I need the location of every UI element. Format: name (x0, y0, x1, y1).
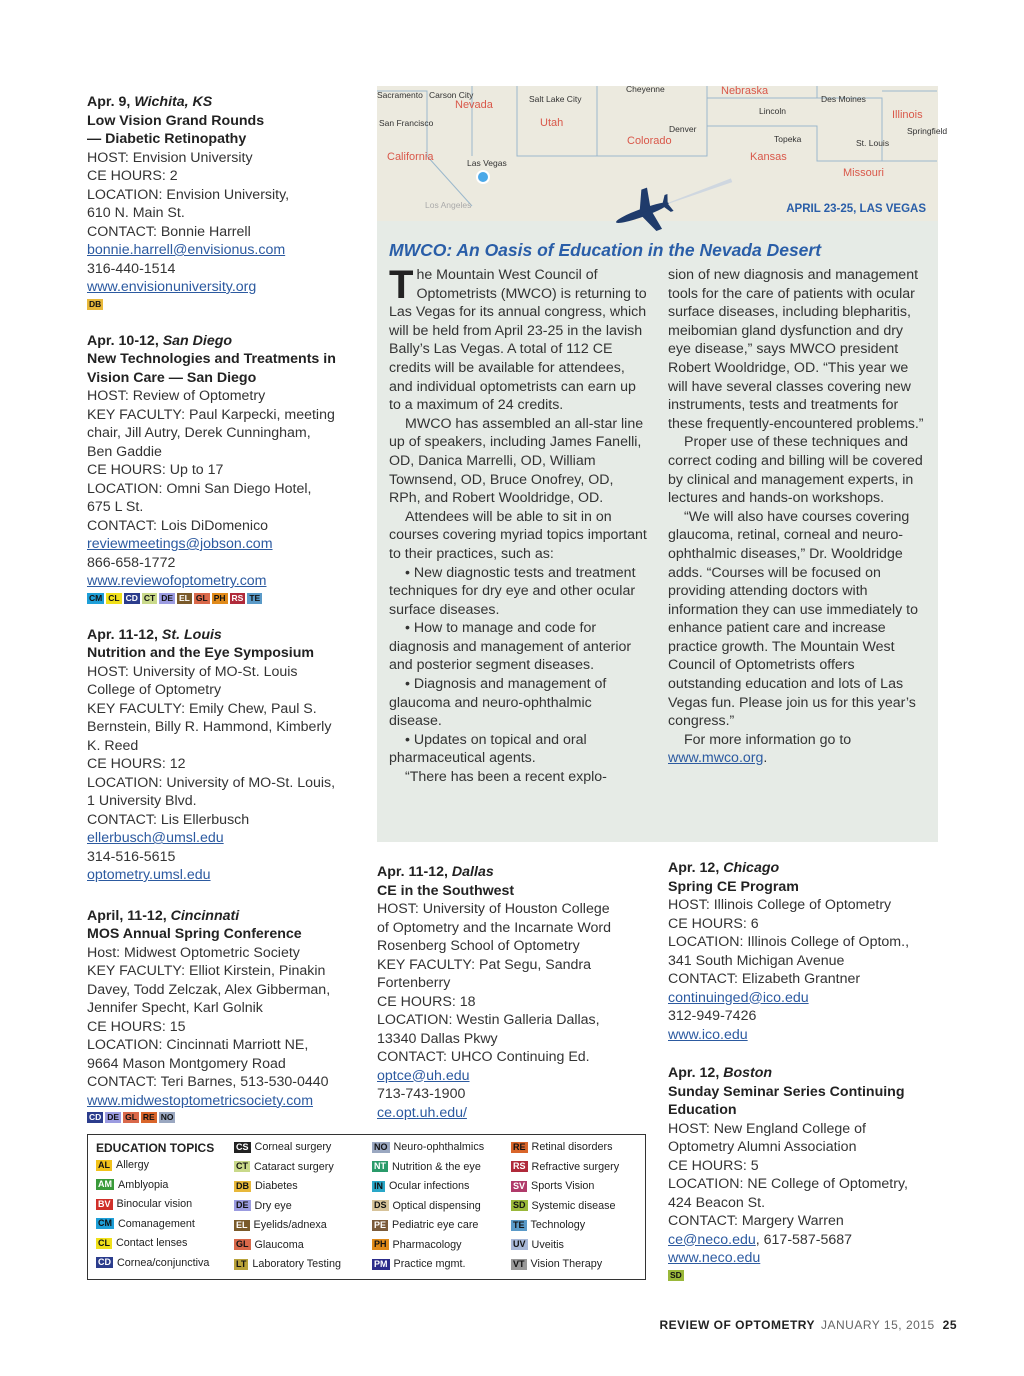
legend-label: Cornea/conjunctiva (117, 1256, 210, 1269)
event-city: San Diego (162, 332, 233, 349)
event-title: Education (668, 1102, 737, 1118)
legend-item (234, 1141, 331, 1153)
event-city: Wichita, KS (134, 94, 213, 110)
event-detail: 341 South Michigan Avenue (668, 952, 845, 969)
event-detail: CONTACT: Teri Barnes, 513-530-0440 (87, 1074, 329, 1090)
topic-code-badge: DB (89, 298, 102, 309)
event-title: — Diabetic Retinopathy (87, 131, 247, 147)
legend-item (372, 1239, 462, 1251)
website-link[interactable] (87, 278, 357, 297)
legend-item (511, 1161, 619, 1173)
event-listing (87, 93, 357, 310)
email-link[interactable] (668, 989, 943, 1008)
event-detail: KEY FACULTY: Pat Segu, Sandra (377, 956, 591, 973)
email-link[interactable] (87, 241, 357, 260)
legend-label: Dry eye (254, 1199, 292, 1212)
topic-code-badge: PH (213, 592, 226, 603)
legend-label: Laboratory Testing (252, 1258, 341, 1270)
drop-cap: T (389, 263, 414, 307)
legend-item (372, 1141, 484, 1153)
link-text[interactable]: bonnie.harrell@envisionus.com (87, 242, 286, 258)
right-lower-column (668, 859, 943, 1281)
event-date: Apr. 11-12, St. Louis (87, 626, 222, 643)
event-title: CE in the Southwest (377, 882, 515, 899)
phone-number: 312-949-7426 (668, 1008, 757, 1024)
event-detail: CE HOURS: 18 (377, 993, 476, 1010)
las-vegas-pin (477, 171, 489, 183)
event-date: Apr. 12, Boston (668, 1065, 773, 1081)
event-date: April, 11-12, Cincinnati (87, 907, 240, 924)
event-detail: CONTACT: Elizabeth Grantner (668, 971, 861, 987)
map-label: Colorado (627, 135, 672, 147)
event-listing (668, 1064, 943, 1281)
link-text[interactable]: www.ico.edu (668, 1026, 748, 1043)
map-svg (377, 84, 948, 221)
event-detail: LOCATION: Illinois College of Optom., (668, 934, 910, 950)
topic-code-badge: SD (670, 1269, 682, 1280)
event-detail: HOST: University of Houston College (377, 901, 610, 917)
event-detail: Optometry Alumni Association (668, 1139, 857, 1155)
event-city: Cincinnati (170, 907, 240, 924)
legend-label: Nutrition & the eye (392, 1160, 481, 1173)
legend-label: Pharmacology (392, 1238, 462, 1251)
map-label: St. Louis (856, 138, 890, 148)
event-date: Apr. 12, Chicago (668, 860, 780, 876)
legend-item (234, 1180, 298, 1192)
event-listing (87, 332, 357, 604)
topic-code-badge: RE (142, 1112, 155, 1122)
legend-label: Systemic disease (531, 1199, 616, 1212)
event-detail: K. Reed (87, 737, 139, 754)
topic-code-badge: DE (161, 592, 174, 603)
event-detail: CE HOURS: 12 (87, 756, 186, 772)
legend-label: Neuro-ophthalmics (393, 1141, 485, 1153)
event-detail: Fortenberry (377, 975, 451, 991)
topic-code-badge: CS (236, 1141, 249, 1152)
event-detail: CONTACT: Bonnie Harrell (87, 223, 251, 240)
topic-code-badge: PM (374, 1258, 388, 1269)
legend-item (372, 1219, 478, 1231)
article-paragraph: MWCO has assembled an all-star line up of speakers, including James Fanelli, OD, Danica Marrelli, OD, William Townsend, OD, Bruce Onofrey, OD, RPh, and Robert Wooldridge, OD. (389, 415, 644, 507)
event-detail: LOCATION: Westin Galleria Dallas, (377, 1012, 600, 1028)
legend-item (372, 1161, 481, 1173)
event-city: Boston (723, 1065, 773, 1081)
event-listing (87, 907, 357, 1124)
event-detail: 9664 Mason Montgomery Road (87, 1055, 286, 1072)
topic-code-badge: RE (513, 1141, 526, 1152)
event-contact: ce@neco.edu, 617-587-5687 (668, 1231, 853, 1248)
legend-item (234, 1161, 334, 1173)
event-detail: CONTACT: Lois DiDomenico (87, 517, 269, 534)
website-link[interactable] (87, 1092, 357, 1111)
event-detail: College of Optometry (87, 682, 222, 698)
topic-code-badge: NO (374, 1141, 388, 1152)
legend-item (372, 1180, 469, 1192)
legend-item (96, 1179, 168, 1191)
topic-codes (87, 1112, 357, 1123)
event-detail: LOCATION: Cincinnati Marriott NE, (87, 1037, 309, 1053)
map-label: Nevada (455, 99, 493, 111)
article-paragraph: sion of new diagnosis and management tools for the care of patients with ocular surface diseases, including blepharitis, meibomian gland dysfunction and dry eye disease,” says MWCO president Robert Wooldridge, OD. “This year we will have several classes covering new instruments, tests and treatments for these frequently-encountered problems.” (668, 267, 924, 432)
phone-number: 713-743-1900 (377, 1086, 466, 1102)
map-image (377, 84, 948, 221)
page-footer (660, 1318, 958, 1332)
topic-code-badge: BV (98, 1198, 111, 1209)
topic-code-badge: TE (513, 1219, 525, 1230)
topic-code-badge: CM (98, 1218, 112, 1228)
legend-label: Cataract surgery (254, 1160, 334, 1173)
article-paragraph: Proper use of these techniques and correct coding and billing will be covered by clinical and management experts, in lectures and hands-on workshops. (668, 434, 923, 507)
legend-item (511, 1219, 585, 1231)
event-listing (87, 626, 357, 885)
website-link[interactable] (377, 1104, 647, 1123)
event-detail: Bernstein, Billy R. Hammond, Kimberly (87, 719, 332, 735)
map-label: San Francisco (379, 118, 434, 128)
legend-label: Binocular vision (116, 1198, 193, 1210)
topic-codes (668, 1270, 943, 1281)
topic-code-badge: UV (513, 1239, 526, 1249)
topic-code-badge: CM (89, 592, 103, 603)
legend-label: Vision Therapy (530, 1258, 603, 1270)
event-detail: 675 L St. (87, 499, 144, 515)
map-label: Denver (669, 124, 697, 134)
event-detail: LOCATION: Envision University, (87, 186, 290, 203)
map-label: Cheyenne (626, 84, 665, 94)
topic-code-badge: GL (125, 1112, 137, 1122)
topic-code-badge: RS (231, 592, 244, 603)
topic-code-badge: LT (236, 1258, 247, 1269)
event-detail: HOST: New England College of (668, 1120, 866, 1137)
topic-code-badge: EL (179, 592, 190, 603)
more-info: For more information go to www.mwco.org. (668, 731, 852, 767)
event-detail: HOST: Illinois College of Optometry (668, 897, 892, 913)
article-paragraph: • Diagnosis and management of glaucoma and neuro-ophthalmic disease. (389, 676, 607, 730)
article-paragraph: Attendees will be able to sit in on courses covering myriad topics important to their practices, such as: (389, 508, 647, 562)
topic-code-badge: SV (513, 1180, 526, 1191)
legend-item (372, 1200, 481, 1212)
legend-label: Practice mgmt. (393, 1258, 466, 1270)
event-detail: 610 N. Main St. (87, 205, 185, 221)
phone-number: 866-658-1772 (87, 554, 176, 571)
event-date: Apr. 11-12, Dallas (377, 864, 494, 880)
event-title: Spring CE Program (668, 878, 799, 895)
link-text[interactable]: continuinged@ico.edu (668, 989, 809, 1006)
map-label: Des Moines (821, 94, 866, 104)
event-title: New Technologies and Treatments in (87, 351, 336, 367)
legend-label: Technology (530, 1219, 586, 1231)
topic-code-badge: IN (374, 1180, 383, 1191)
topic-code-badge: DE (107, 1112, 120, 1122)
article-paragraph: • How to manage and code for diagnosis and management of anterior and posterior segment diseases. (389, 620, 632, 674)
map-label: California (387, 151, 434, 163)
article-paragraph: “There has been a recent explo- (405, 769, 607, 786)
event-title: Low Vision Grand Rounds (87, 112, 265, 129)
legend-title: EDUCATION TOPICS (96, 1141, 215, 1155)
link-text[interactable]: www.neco.edu (668, 1250, 761, 1266)
legend-item (96, 1159, 149, 1171)
topic-code-badge: RS (513, 1161, 526, 1171)
event-detail: LOCATION: University of MO-St. Louis, (87, 774, 336, 791)
legend-label: Pediatric eye care (392, 1219, 479, 1231)
feature-kicker: APRIL 23-25, LAS VEGAS (786, 203, 926, 215)
topic-codes (87, 299, 357, 310)
event-detail: CONTACT: Margery Warren (668, 1213, 844, 1229)
feature-column-2 (668, 266, 926, 768)
event-detail: chair, Jill Autry, Derek Cunningham, (87, 425, 311, 441)
legend-label: Comanagement (118, 1217, 195, 1230)
map-label: Kansas (750, 151, 787, 163)
map-label: Las Vegas (467, 158, 507, 168)
topic-code-badge: AM (98, 1179, 112, 1189)
event-detail: KEY FACULTY: Elliot Kirstein, Pinakin (87, 963, 326, 979)
event-detail: KEY FACULTY: Paul Karpecki, meeting (87, 406, 335, 423)
mwco-link[interactable]: www.mwco.org (668, 750, 764, 767)
topic-code-badge: DS (374, 1200, 387, 1210)
link-text[interactable]: www.reviewofoptometry.com (87, 573, 267, 589)
feature-title: MWCO: An Oasis of Education in the Nevada Desert (389, 240, 822, 260)
event-title: Vision Care — San Diego (87, 369, 257, 386)
email-link[interactable]: ce@neco.edu (668, 1231, 756, 1248)
map-label: Lincoln (759, 106, 786, 116)
map-label: Missouri (843, 167, 884, 179)
event-detail: LOCATION: Omni San Diego Hotel, (87, 480, 312, 497)
topic-code-badge: CT (143, 592, 156, 603)
article-paragraph: • Updates on topical and oral pharmaceutical agents. (389, 731, 587, 767)
phone-number: 314-516-5615 (87, 848, 176, 865)
map-label: Illinois (892, 109, 923, 121)
topic-code-badge: GL (195, 592, 208, 603)
education-topics-legend (87, 1134, 646, 1280)
link-text[interactable]: www.midwestoptometricsociety.com (87, 1092, 314, 1109)
event-detail: CE HOURS: 5 (668, 1157, 759, 1174)
event-detail: HOST: Review of Optometry (87, 388, 266, 404)
website-link[interactable] (668, 1026, 943, 1045)
map-label: Carson City (429, 90, 474, 100)
legend-label: Allergy (116, 1159, 150, 1171)
legend-item (511, 1200, 616, 1212)
link-text[interactable]: reviewmeetings@jobson.com (87, 536, 273, 552)
event-city: St. Louis (161, 626, 222, 643)
legend-label: Glaucoma (254, 1238, 304, 1251)
legend-label: Eyelids/adnexa (253, 1219, 327, 1231)
event-detail: KEY FACULTY: Emily Chew, Paul S. (87, 700, 317, 717)
article-paragraph: The Mountain West Council of Optometrists (MWCO) is returning to Las Vegas for its annual congress, which will be held from April 23-25 in the lavish Bally’s Las Vegas. A total of 112 CE credits will be available for attendees, and individual optometrists can earn up to a maximum of 24 credits. (389, 263, 647, 414)
email-link[interactable] (377, 1067, 647, 1086)
legend-item (511, 1180, 594, 1192)
event-detail: CE HOURS: 6 (668, 915, 759, 932)
event-detail: of Optometry and the Incarnate Word (377, 919, 611, 936)
legend-label: Retinal disorders (531, 1141, 613, 1153)
event-detail: 13340 Dallas Pkwy (377, 1030, 498, 1047)
link-text[interactable]: optometry.umsl.edu (87, 867, 211, 883)
topic-code-badge: NO (160, 1112, 174, 1122)
legend-label: Sports Vision (531, 1180, 595, 1192)
event-listing (377, 863, 647, 1122)
event-title: MOS Annual Spring Conference (87, 926, 302, 942)
event-detail: CE HOURS: 2 (87, 168, 178, 184)
map-label: Utah (540, 117, 564, 129)
topic-code-badge: VT (513, 1258, 525, 1269)
event-detail: Rosenberg School of Optometry (377, 938, 580, 954)
event-title: Sunday Seminar Series Continuing (668, 1083, 905, 1100)
event-detail: CONTACT: UHCO Continuing Ed. (377, 1049, 590, 1065)
dallas-event (377, 863, 647, 1122)
legend-label: Diabetes (255, 1180, 298, 1192)
legend-item (96, 1198, 192, 1210)
website-link[interactable] (668, 1249, 943, 1268)
map-label: Los Angeles (425, 200, 472, 210)
website-link[interactable] (87, 572, 357, 591)
topic-code-badge: NT (374, 1161, 386, 1171)
map-label: Topeka (774, 134, 802, 144)
legend-item (96, 1237, 187, 1249)
topic-code-badge: DE (236, 1200, 249, 1210)
legend-label: Corneal surgery (254, 1141, 332, 1153)
topic-code-badge: CT (236, 1161, 248, 1171)
link-text[interactable]: optce@uh.edu (377, 1067, 470, 1084)
event-detail: LOCATION: NE College of Optometry, (668, 1176, 908, 1192)
legend-label: Uveitis (531, 1238, 564, 1251)
issue-date: JANUARY 15, 2015 (821, 1318, 935, 1332)
legend-item (511, 1141, 613, 1153)
phone-number: 316-440-1514 (87, 260, 176, 277)
publication-name: REVIEW OF OPTOMETRY (659, 1318, 816, 1332)
event-date: Apr. 10-12, San Diego (87, 332, 233, 349)
email-link[interactable] (87, 829, 357, 848)
map-label: Sacramento (377, 90, 423, 100)
website-link[interactable] (87, 866, 357, 885)
map-label: Salt Lake City (529, 94, 582, 104)
link-text[interactable]: ce.opt.uh.edu/ (377, 1104, 467, 1121)
legend-item (234, 1258, 341, 1270)
legend-label: Contact lenses (116, 1237, 188, 1249)
topic-code-badge: CD (89, 1112, 102, 1122)
topic-code-badge: TE (249, 592, 261, 603)
topic-code-badge: PE (374, 1219, 387, 1230)
topic-code-badge: GL (236, 1239, 249, 1249)
legend-item (234, 1239, 304, 1251)
article-paragraph: “We will also have courses covering glaucoma, retinal, corneal and neuro-ophthalmic diseases,” Dr. Wooldridge adds. “Courses will be focused on providing attending doctors with information they can use immediately to enhance patient care and increase practice growth. The Mountain West Council of Optometrists offers outstanding education and lots of Las Vegas fun. Please join us for this year’s congress.” (668, 508, 918, 730)
legend-item (234, 1219, 327, 1231)
topic-code-badge: CD (125, 592, 138, 603)
legend-label: Ocular infections (389, 1180, 470, 1192)
event-detail: Ben Gaddie (87, 443, 162, 460)
event-detail: Davey, Todd Zelczak, Alex Gibberman, (87, 981, 331, 998)
left-column (87, 93, 357, 1123)
topic-code-badge: PH (374, 1239, 387, 1249)
legend-item (511, 1258, 602, 1270)
event-detail: CE HOURS: Up to 17 (87, 462, 224, 478)
event-detail: CE HOURS: 15 (87, 1018, 186, 1035)
legend-label: Refractive surgery (531, 1160, 620, 1173)
topic-code-badge: CL (98, 1237, 110, 1248)
feature-box (377, 84, 948, 842)
legend-item (372, 1258, 466, 1270)
email-link[interactable] (87, 535, 357, 554)
legend-item (511, 1239, 564, 1251)
page-number: 25 (942, 1318, 957, 1332)
topic-code-badge: CL (108, 592, 120, 603)
event-listing (668, 859, 943, 1044)
topic-code-badge: AL (98, 1159, 110, 1170)
legend-item (234, 1200, 292, 1212)
topic-code-badge: DB (236, 1180, 249, 1191)
map-label: Springfield (907, 126, 948, 136)
event-date: Apr. 9, Wichita, KS (87, 94, 213, 110)
event-city: Dallas (451, 864, 494, 880)
event-city: Chicago (723, 860, 780, 876)
topic-code-badge: SD (513, 1200, 526, 1210)
event-title: Nutrition and the Eye Symposium (87, 645, 315, 661)
feature-column-1 (389, 263, 647, 787)
event-detail: HOST: University of MO-St. Louis (87, 663, 298, 680)
event-detail: HOST: Envision University (87, 149, 253, 166)
legend-label: Amblyopia (118, 1178, 169, 1191)
topic-code-badge: EL (236, 1219, 248, 1230)
topic-code-badge: CD (98, 1257, 111, 1267)
event-detail: Jennifer Specht, Karl Golnik (87, 1000, 263, 1016)
legend-item (96, 1218, 195, 1230)
map-label: Nebraska (721, 85, 769, 97)
event-detail: Host: Midwest Optometric Society (87, 944, 300, 961)
article-paragraph: • New diagnostic tests and treatment techniques for dry eye and other ocular surface diseases. (389, 564, 636, 618)
topic-codes (87, 593, 357, 604)
event-detail: CONTACT: Lis Ellerbusch (87, 811, 250, 828)
link-text[interactable]: www.envisionuniversity.org (87, 279, 257, 295)
event-detail: 1 University Blvd. (87, 793, 197, 809)
event-detail: 424 Beacon St. (668, 1194, 766, 1211)
legend-label: Optical dispensing (392, 1199, 481, 1212)
link-text[interactable]: ellerbusch@umsl.edu (87, 830, 224, 846)
legend-item (96, 1257, 209, 1269)
